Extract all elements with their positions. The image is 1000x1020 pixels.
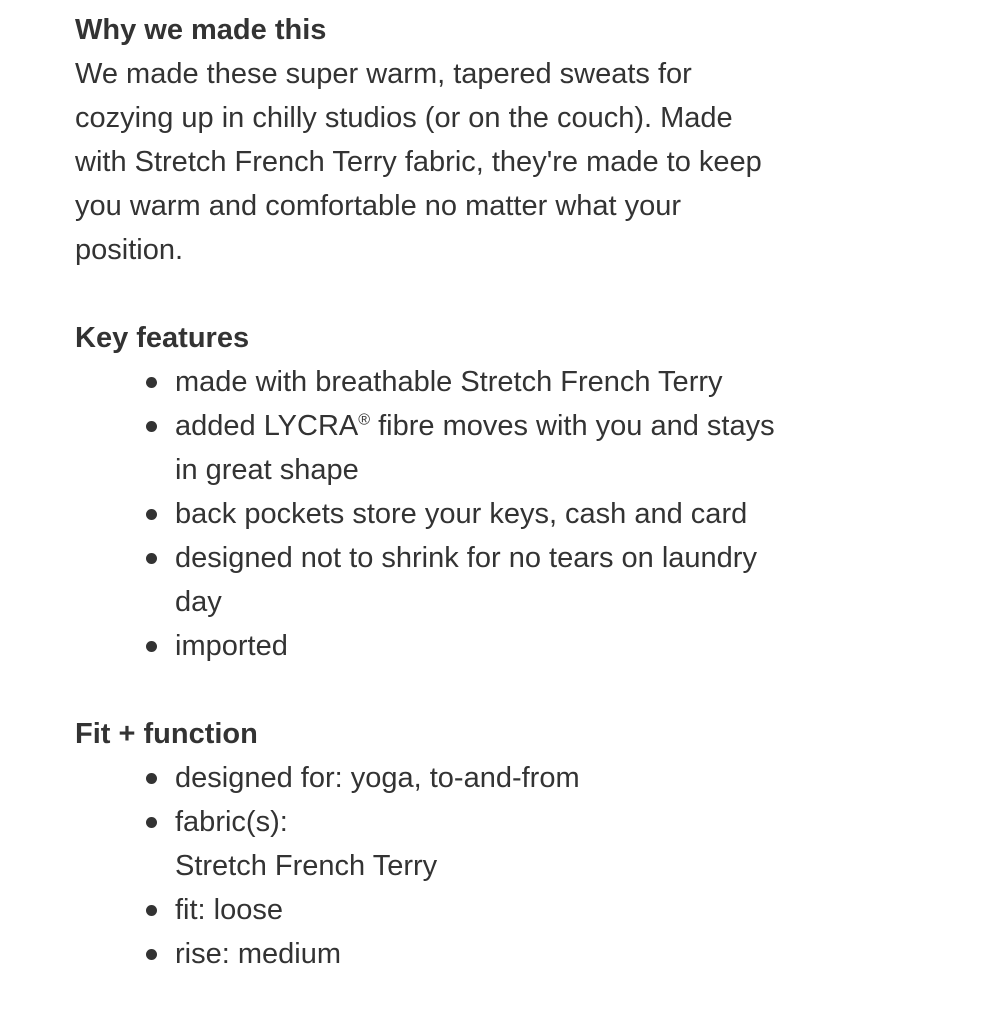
list-item-line: fit: loose (175, 894, 283, 926)
why-description (75, 52, 875, 272)
list-item-line: day (175, 586, 222, 618)
why-line: position. (75, 234, 184, 266)
list-item-line: fabric(s): (175, 806, 288, 838)
registered-mark: ® (358, 411, 371, 429)
why-heading: Why we made this (75, 14, 327, 46)
why-line: We made these super warm, tapered sweats for (75, 58, 692, 90)
list-item (175, 756, 875, 800)
list-item (175, 624, 875, 668)
list-item-text: fibre moves with you and stays (370, 410, 775, 442)
list-item (175, 360, 875, 404)
list-item-line: rise: medium (175, 938, 341, 970)
list-item-line: back pockets store your keys, cash and card (175, 498, 748, 530)
list-item (175, 492, 875, 536)
list-item (175, 888, 875, 932)
list-item-line: made with breathable Stretch French Terry (175, 366, 723, 398)
list-item (175, 404, 875, 492)
key-features-section (75, 316, 875, 668)
list-item-line: designed for: yoga, to-and-from (175, 762, 580, 794)
fit-function-section (75, 712, 875, 976)
why-line: you warm and comfortable no matter what your (75, 190, 682, 222)
list-item-line: Stretch French Terry (175, 850, 438, 882)
why-line: with Stretch French Terry fabric, they're made to keep (75, 146, 762, 178)
list-item-line (175, 404, 875, 448)
key-features-list (75, 360, 875, 668)
fit-function-list (75, 756, 875, 976)
list-item-line: imported (175, 630, 288, 662)
list-item-line: in great shape (175, 454, 359, 486)
fit-function-heading: Fit + function (75, 718, 258, 750)
list-item-line: designed not to shrink for no tears on laundry (175, 542, 757, 574)
why-section (75, 8, 875, 272)
list-item-text: added LYCRA (175, 410, 359, 442)
list-item (175, 932, 875, 976)
list-item (175, 536, 875, 624)
product-details (75, 8, 875, 1020)
key-features-heading: Key features (75, 322, 250, 354)
list-item (175, 800, 875, 888)
why-line: cozying up in chilly studios (or on the couch). Made (75, 102, 733, 134)
